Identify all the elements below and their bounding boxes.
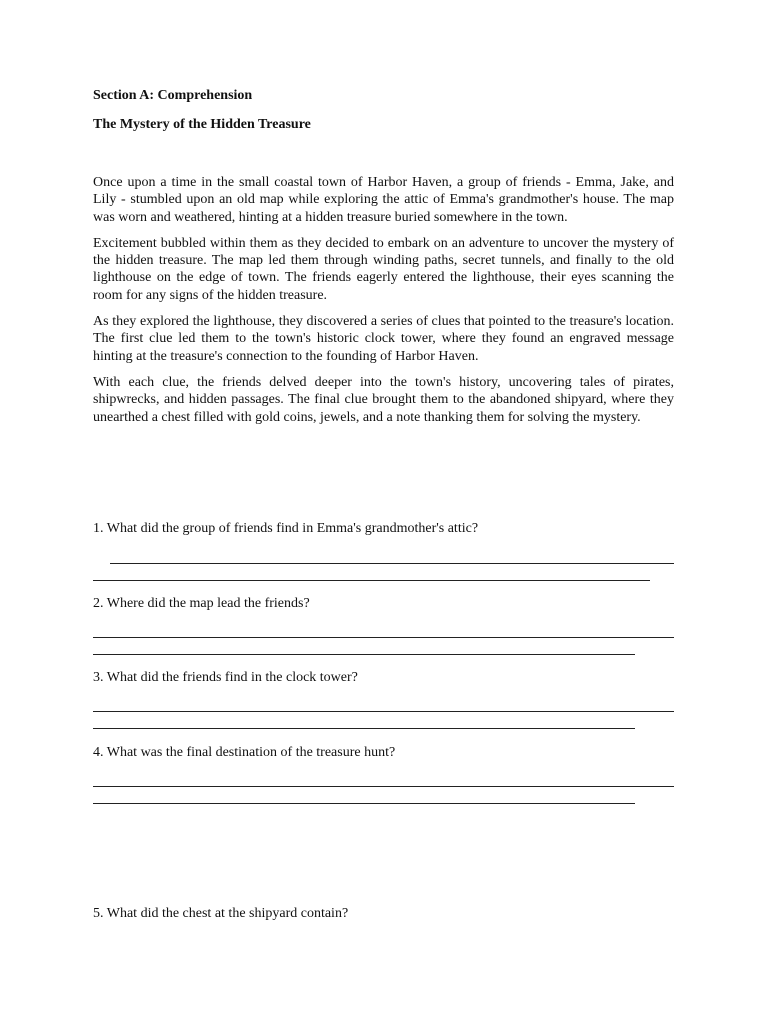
answer-line-3b[interactable] xyxy=(93,728,635,729)
question-3: 3. What did the friends find in the clock tower? xyxy=(93,670,358,685)
story-paragraph: As they explored the lighthouse, they discovered a series of clues that pointed to the treasure's location. The first clue led them to the town's historic clock tower, where they found an engraved message hinting at the treasure's connection to the founding of Harbor Haven. xyxy=(93,314,674,364)
answer-line-2a[interactable] xyxy=(93,637,674,638)
answer-line-4a[interactable] xyxy=(93,786,674,787)
question-5: 5. What did the chest at the shipyard contain? xyxy=(93,906,349,921)
question-1: 1. What did the group of friends find in Emma's grandmother's attic? xyxy=(93,521,479,536)
answer-line-3a[interactable] xyxy=(93,711,674,712)
story-paragraph: Excitement bubbled within them as they decided to embark on an adventure to uncover the mystery of the hidden treasure. The map led them through winding paths, secret tunnels, and finally to the old lighthouse on the edge of town. The friends eagerly entered the lighthouse, their eyes scanning the room for any signs of the hidden treasure. xyxy=(93,235,674,303)
story-text xyxy=(93,174,674,435)
answer-line-1b[interactable] xyxy=(93,580,650,581)
story-paragraph: With each clue, the friends delved deeper into the town's history, uncovering tales of pirates, shipwrecks, and hidden passages. The final clue brought them to the abandoned shipyard, where they unearthed a chest filled with gold coins, jewels, and a note thanking them for solving the mystery. xyxy=(93,374,674,425)
answer-line-2b[interactable] xyxy=(93,654,635,655)
question-2: 2. Where did the map lead the friends? xyxy=(93,596,310,611)
answer-line-1a[interactable] xyxy=(110,563,674,564)
story-paragraph: Once upon a time in the small coastal town of Harbor Haven, a group of friends - Emma, Jake, and Lily - stumbled upon an old map while exploring the attic of Emma's grandmother's house. The map was worn and weathered, hinting at a hidden treasure buried somewhere in the town. xyxy=(93,175,674,225)
section-heading: Section A: Comprehension xyxy=(93,88,253,103)
story-title: The Mystery of the Hidden Treasure xyxy=(93,117,311,132)
answer-line-4b[interactable] xyxy=(93,803,635,804)
question-4: 4. What was the final destination of the treasure hunt? xyxy=(93,745,396,760)
